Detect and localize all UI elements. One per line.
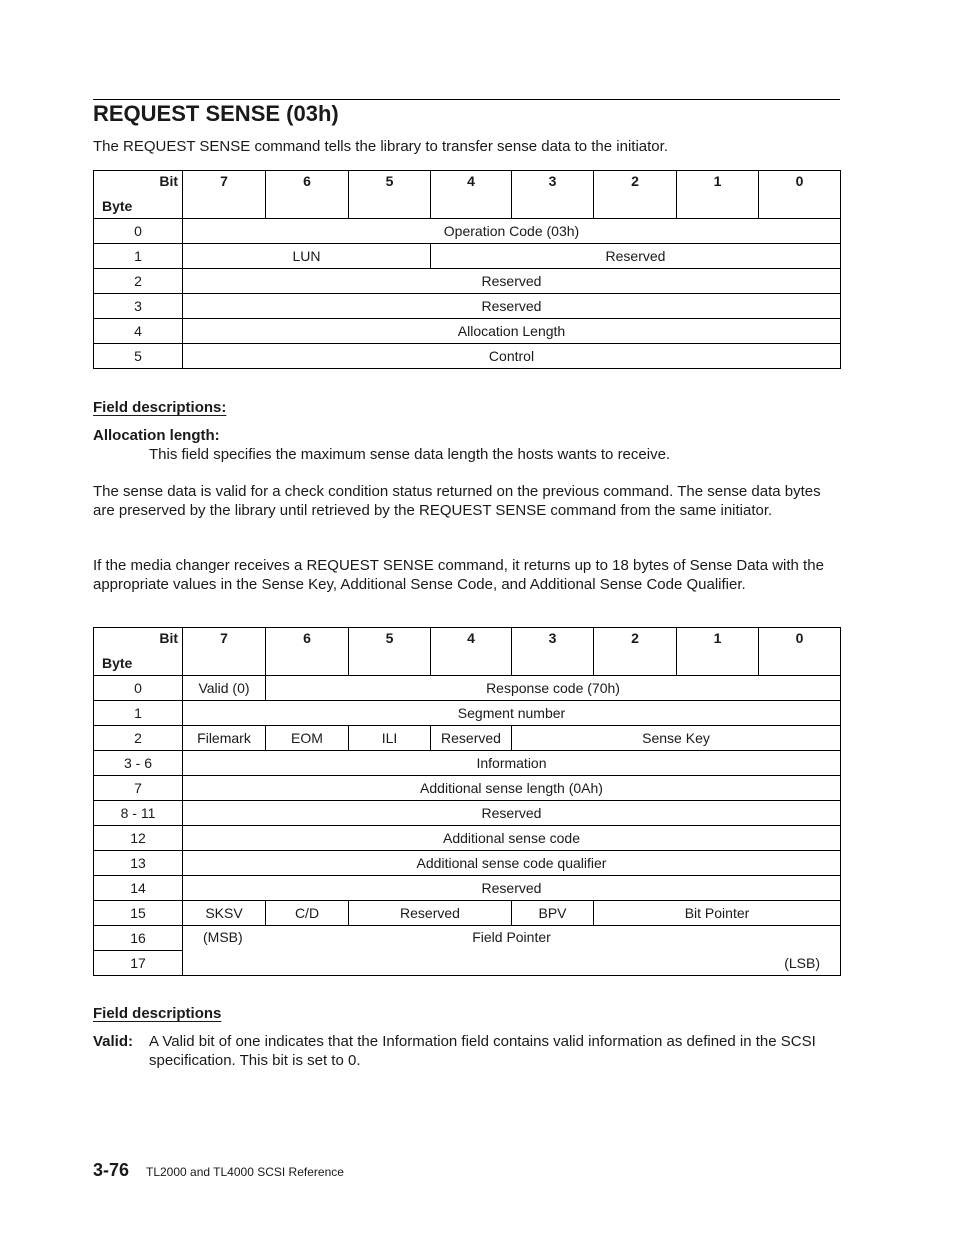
field-cell: Reserved bbox=[431, 726, 512, 751]
byte-number: 3 - 6 bbox=[94, 751, 183, 776]
byte-number: 1 bbox=[94, 244, 183, 269]
bit-2: 2 bbox=[594, 171, 677, 219]
bit-label: Bit bbox=[159, 630, 178, 646]
bit-3: 3 bbox=[512, 171, 594, 219]
field-cell: Additional sense code qualifier bbox=[183, 851, 841, 876]
sense-data-paragraph: If the media changer receives a REQUEST SENSE command, it returns up to 18 bytes of Sense Data with the appropriate values in the Sense Key, Additional Sense Code, and Additional Sense Code Qualifier. bbox=[93, 557, 824, 593]
table-row bbox=[94, 219, 841, 244]
field-cell: EOM bbox=[266, 726, 349, 751]
table-row bbox=[94, 294, 841, 319]
byte-number: 17 bbox=[94, 951, 183, 976]
byte-number: 0 bbox=[94, 219, 183, 244]
bit-1: 1 bbox=[677, 171, 759, 219]
bit-7: 7 bbox=[183, 628, 266, 676]
table-row bbox=[94, 851, 841, 876]
table-row bbox=[94, 319, 841, 344]
field-cell: Filemark bbox=[183, 726, 266, 751]
field-cell: Sense Key bbox=[512, 726, 841, 751]
byte-number: 2 bbox=[94, 726, 183, 751]
table-row bbox=[94, 344, 841, 369]
byte-number: 1 bbox=[94, 701, 183, 726]
field-cell: Additional sense code bbox=[183, 826, 841, 851]
field-cell: Valid (0) bbox=[183, 676, 266, 701]
byte-number: 5 bbox=[94, 344, 183, 369]
valid-label: Valid: bbox=[93, 1033, 134, 1050]
field-cell: LUN bbox=[183, 244, 431, 269]
byte-label: Byte bbox=[102, 198, 133, 214]
field-cell: Reserved bbox=[183, 294, 841, 319]
bit-1: 1 bbox=[677, 628, 759, 676]
allocation-length-text: This field specifies the maximum sense data length the hosts wants to receive. bbox=[149, 446, 671, 463]
field-descriptions-heading-2: Field descriptions bbox=[93, 1005, 222, 1022]
bit-3: 3 bbox=[512, 628, 594, 676]
byte-number: 0 bbox=[94, 676, 183, 701]
sense-data-table bbox=[93, 627, 841, 976]
table-row bbox=[94, 826, 841, 851]
table-row bbox=[94, 726, 841, 751]
table-row bbox=[94, 701, 841, 726]
byte-number: 2 bbox=[94, 269, 183, 294]
bit-0: 0 bbox=[759, 628, 841, 676]
table-row bbox=[94, 269, 841, 294]
bit-5: 5 bbox=[349, 171, 431, 219]
byte-number: 14 bbox=[94, 876, 183, 901]
field-cell: Operation Code (03h) bbox=[183, 219, 841, 244]
byte-number: 4 bbox=[94, 319, 183, 344]
field-cell: C/D bbox=[266, 901, 349, 926]
field-cell: Allocation Length bbox=[183, 319, 841, 344]
bit-4: 4 bbox=[431, 628, 512, 676]
field-cell: BPV bbox=[512, 901, 594, 926]
field-cell: SKSV bbox=[183, 901, 266, 926]
lsb-label: (LSB) bbox=[784, 955, 820, 971]
valid-text: A Valid bit of one indicates that the Information field contains valid information as defined in the SCSI specification. This bit is set to 0. bbox=[149, 1033, 816, 1069]
bit-byte-cell bbox=[94, 628, 183, 676]
field-cell: Information bbox=[183, 751, 841, 776]
request-sense-cdb-table bbox=[93, 170, 841, 369]
field-cell: Control bbox=[183, 344, 841, 369]
byte-number: 15 bbox=[94, 901, 183, 926]
table-row bbox=[94, 876, 841, 901]
bit-6: 6 bbox=[266, 171, 349, 219]
bit-5: 5 bbox=[349, 628, 431, 676]
byte-number: 3 bbox=[94, 294, 183, 319]
table-row bbox=[94, 676, 841, 701]
field-cell: Additional sense length (0Ah) bbox=[183, 776, 841, 801]
field-cell: Bit Pointer bbox=[594, 901, 841, 926]
table-row bbox=[94, 901, 841, 926]
msb-label: (MSB) bbox=[203, 929, 243, 945]
sense-validity-paragraph: The sense data is valid for a check condition status returned on the previous command. The sense data bytes are preserved by the library until retrieved by the REQUEST SENSE command from the same initiator. bbox=[93, 483, 821, 519]
table-row bbox=[94, 244, 841, 269]
field-cell: Reserved bbox=[183, 801, 841, 826]
table-row bbox=[94, 926, 841, 951]
byte-number: 16 bbox=[94, 926, 183, 951]
byte-number: 7 bbox=[94, 776, 183, 801]
bit-7: 7 bbox=[183, 171, 266, 219]
byte-number: 8 - 11 bbox=[94, 801, 183, 826]
field-cell: Segment number bbox=[183, 701, 841, 726]
bit-6: 6 bbox=[266, 628, 349, 676]
page-title: REQUEST SENSE (03h) bbox=[93, 101, 339, 126]
intro-text: The REQUEST SENSE command tells the library to transfer sense data to the initiator. bbox=[93, 138, 668, 155]
byte-label: Byte bbox=[102, 655, 133, 671]
table-row bbox=[94, 751, 841, 776]
byte-number: 13 bbox=[94, 851, 183, 876]
field-pointer-cell bbox=[183, 926, 841, 976]
bit-0: 0 bbox=[759, 171, 841, 219]
header-row bbox=[94, 628, 841, 676]
table-row bbox=[94, 776, 841, 801]
byte-number: 12 bbox=[94, 826, 183, 851]
bit-label: Bit bbox=[159, 173, 178, 189]
field-cell: Reserved bbox=[183, 269, 841, 294]
bit-2: 2 bbox=[594, 628, 677, 676]
page-number: 3-76 bbox=[93, 1160, 130, 1180]
bit-4: 4 bbox=[431, 171, 512, 219]
field-cell: Response code (70h) bbox=[266, 676, 841, 701]
field-cell: Reserved bbox=[349, 901, 512, 926]
field-pointer-label: Field Pointer bbox=[472, 929, 551, 945]
field-descriptions-heading: Field descriptions: bbox=[93, 399, 227, 416]
bit-byte-cell bbox=[94, 171, 183, 219]
field-cell: Reserved bbox=[431, 244, 841, 269]
field-cell: Reserved bbox=[183, 876, 841, 901]
allocation-length-label: Allocation length: bbox=[93, 427, 220, 444]
table-row bbox=[94, 801, 841, 826]
header-row bbox=[94, 171, 841, 219]
document-title: TL2000 and TL4000 SCSI Reference bbox=[146, 1165, 344, 1179]
field-cell: ILI bbox=[349, 726, 431, 751]
